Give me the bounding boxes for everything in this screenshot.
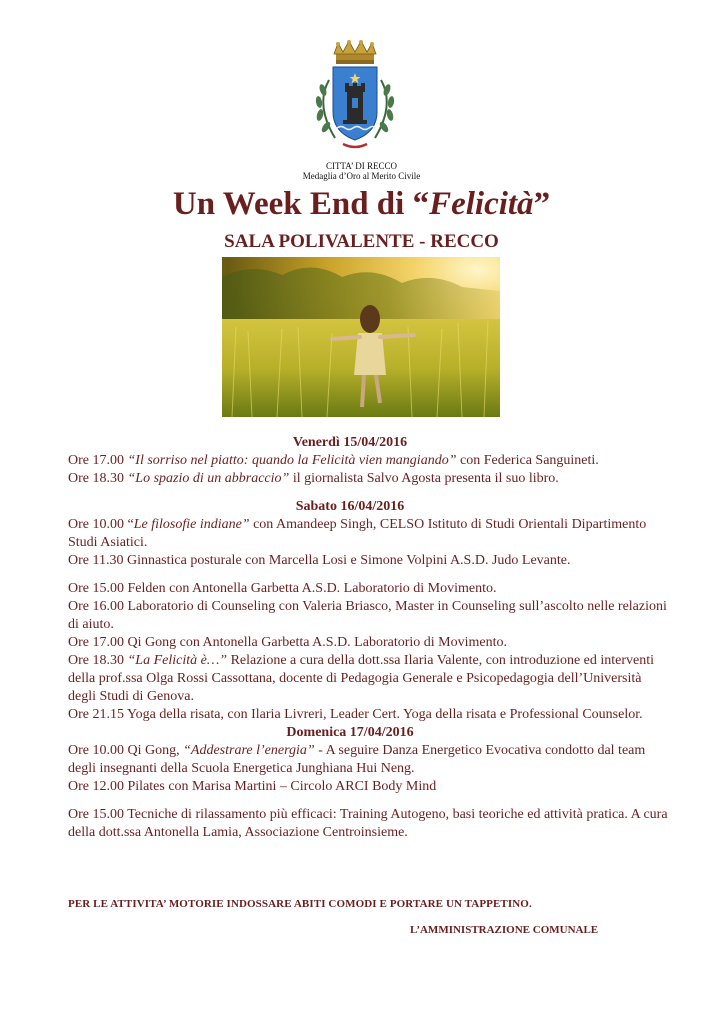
item-text: Pilates con Marisa Martini – Circolo ARCI Body Mind: [127, 779, 437, 794]
title-prefix: Un Week End di “: [172, 186, 430, 222]
page-title: [0, 184, 723, 224]
city-name: CITTA’ DI RECCO: [325, 161, 398, 171]
item-time: Ore 18.30: [68, 653, 128, 668]
day-heading-friday: Venerdì 15/04/2016: [292, 435, 408, 450]
item-text: Tecniche di rilassamento più efficaci: Training Autogeno, basi teoriche ed attività pratica. A cura della dott.ssa Antonella Lamia, Associazione Centroinsieme.: [68, 807, 668, 840]
dress-code-notice: PER LE ATTIVITA’ MOTORIE INDOSSARE ABITI COMODI E PORTARE UN TAPPETINO.: [68, 898, 532, 910]
item-text: Laboratorio di Counseling con Valeria Briasco, Master in Counseling sull’ascolto nelle relazioni di aiuto.: [68, 599, 667, 632]
list-item: [68, 580, 668, 598]
program-content: [68, 434, 668, 842]
list-item: [68, 806, 668, 842]
item-text: Ginnastica posturale con Marcella Losi e Simone Volpini A.S.D. Judo Levante.: [126, 553, 571, 568]
item-title: “Addestrare l’energia”: [183, 743, 315, 758]
item-time: Ore 15.00: [68, 581, 128, 596]
item-title: “Lo spazio di un abbraccio”: [127, 471, 290, 486]
item-text: Qi Gong,: [127, 743, 184, 758]
crown-icon: [334, 40, 376, 64]
list-item: [68, 598, 668, 634]
item-time: Ore 21.15: [68, 707, 127, 722]
list-item: [68, 470, 668, 488]
list-item: [68, 742, 668, 778]
list-item: [68, 634, 668, 652]
item-text: Felden con Antonella Garbetta A.S.D. Laboratorio di Movimento.: [127, 581, 497, 596]
item-time: Ore 10.00: [68, 743, 128, 758]
signature: L’AMMINISTRAZIONE COMUNALE: [410, 924, 599, 936]
item-text: Qi Gong con Antonella Garbetta A.S.D. Laboratorio di Movimento.: [127, 635, 507, 650]
item-time: Ore 18.30: [68, 471, 128, 486]
list-item: [68, 706, 668, 724]
item-text: Relazione a cura della dott.ssa Ilaria Valente, con introduzione ed interventi della prof.ssa Olga Rossi Cassottana, docente di Pedagogia Generale e Psicopedagogia dell’Università degli Studi di Genova.: [68, 653, 655, 704]
medal-text: Medaglia d’Oro al Merito Civile: [302, 171, 421, 181]
item-time: Ore 11.30: [68, 553, 127, 568]
list-item: [68, 516, 668, 552]
item-text: con Federica Sanguineti.: [456, 453, 599, 468]
item-title: “Il sorriso nel piatto: quando la Felicità vien mangiando”: [127, 453, 457, 468]
list-item: [68, 552, 668, 570]
item-time: Ore 15.00: [68, 807, 128, 822]
child-in-field-image: [222, 257, 500, 417]
item-text: con Amandeep Singh, CELSO Istituto di Studi Orientali Dipartimento Studi Asiatici.: [68, 517, 647, 550]
title-highlight: Felicità: [429, 186, 534, 222]
list-item: [68, 452, 668, 470]
item-time: Ore 17.00: [68, 453, 128, 468]
item-time: Ore 10.00 “: [68, 517, 134, 532]
city-crest-icon: [305, 40, 405, 152]
day-heading-saturday: Sabato 16/04/2016: [295, 499, 405, 514]
title-suffix: ”: [533, 186, 551, 222]
item-text: il giornalista Salvo Agosta presenta il suo libro.: [289, 471, 559, 486]
item-text: - A seguire Danza Energetico Evocativa condotto dal team degli insegnanti della Scuola Energetica Junghiana Hui Neng.: [68, 743, 646, 776]
day-heading-sunday: Domenica 17/04/2016: [286, 725, 414, 740]
list-item: [68, 778, 668, 796]
venue-subtitle: SALA POLIVALENTE - RECCO: [224, 231, 499, 252]
item-title: Le filosofie indiane”: [133, 517, 250, 532]
item-time: Ore 17.00: [68, 635, 128, 650]
list-item: [68, 652, 668, 706]
item-title: “La Felicità è…”: [127, 653, 228, 668]
item-text: Yoga della risata, con Ilaria Livreri, Leader Cert. Yoga della risata e Professional Counselor.: [126, 707, 643, 722]
item-time: Ore 12.00: [68, 779, 128, 794]
item-time: Ore 16.00: [68, 599, 128, 614]
